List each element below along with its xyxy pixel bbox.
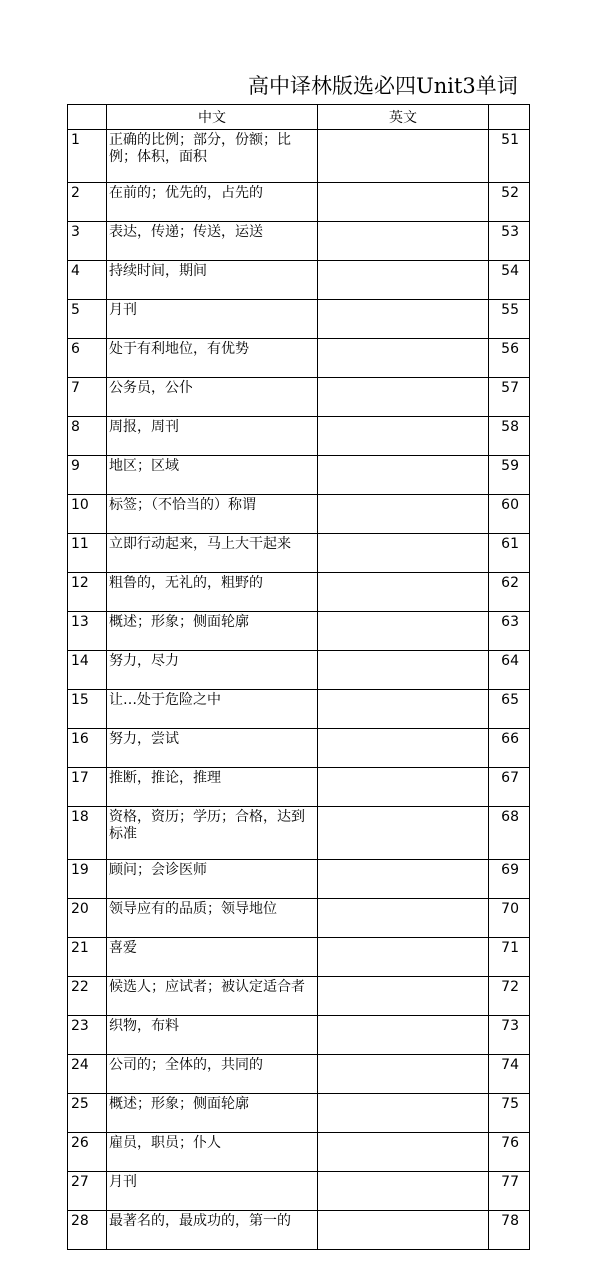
english-answer-cell[interactable] xyxy=(318,417,489,456)
chinese-meaning-cell: 公务员，公仆 xyxy=(107,378,318,417)
header-english: 英文 xyxy=(318,105,489,130)
continued-number: 74 xyxy=(489,1055,530,1094)
table-row xyxy=(68,768,530,807)
english-answer-cell[interactable] xyxy=(318,690,489,729)
row-number: 19 xyxy=(68,860,107,899)
continued-number: 72 xyxy=(489,977,530,1016)
english-answer-cell[interactable] xyxy=(318,899,489,938)
header-continued xyxy=(489,105,530,130)
english-answer-cell[interactable] xyxy=(318,339,489,378)
chinese-meaning-cell: 立即行动起来，马上大干起来 xyxy=(107,534,318,573)
english-answer-cell[interactable] xyxy=(318,495,489,534)
table-row xyxy=(68,899,530,938)
continued-number: 69 xyxy=(489,860,530,899)
table-row xyxy=(68,977,530,1016)
table-row xyxy=(68,339,530,378)
english-answer-cell[interactable] xyxy=(318,261,489,300)
row-number: 24 xyxy=(68,1055,107,1094)
chinese-meaning-cell: 顾问；会诊医师 xyxy=(107,860,318,899)
continued-number: 70 xyxy=(489,899,530,938)
row-number: 6 xyxy=(68,339,107,378)
row-number: 7 xyxy=(68,378,107,417)
english-answer-cell[interactable] xyxy=(318,1211,489,1250)
chinese-meaning-cell: 雇员，职员；仆人 xyxy=(107,1133,318,1172)
table-row xyxy=(68,534,530,573)
row-number: 18 xyxy=(68,807,107,860)
continued-number: 63 xyxy=(489,612,530,651)
row-number: 16 xyxy=(68,729,107,768)
chinese-meaning-cell: 正确的比例；部分，份额；比例；体积，面积 xyxy=(107,130,318,183)
continued-number: 56 xyxy=(489,339,530,378)
continued-number: 76 xyxy=(489,1133,530,1172)
table-row xyxy=(68,300,530,339)
chinese-meaning-cell: 努力，尽力 xyxy=(107,651,318,690)
row-number: 15 xyxy=(68,690,107,729)
row-number: 14 xyxy=(68,651,107,690)
table-header-row xyxy=(68,105,530,130)
continued-number: 71 xyxy=(489,938,530,977)
chinese-meaning-cell: 地区；区域 xyxy=(107,456,318,495)
continued-number: 53 xyxy=(489,222,530,261)
continued-number: 59 xyxy=(489,456,530,495)
row-number: 27 xyxy=(68,1172,107,1211)
chinese-meaning-cell: 持续时间，期间 xyxy=(107,261,318,300)
continued-number: 66 xyxy=(489,729,530,768)
continued-number: 58 xyxy=(489,417,530,456)
row-number: 5 xyxy=(68,300,107,339)
english-answer-cell[interactable] xyxy=(318,1172,489,1211)
english-answer-cell[interactable] xyxy=(318,651,489,690)
row-number: 9 xyxy=(68,456,107,495)
english-answer-cell[interactable] xyxy=(318,573,489,612)
header-chinese: 中文 xyxy=(107,105,318,130)
table-row xyxy=(68,456,530,495)
english-answer-cell[interactable] xyxy=(318,456,489,495)
row-number: 26 xyxy=(68,1133,107,1172)
english-answer-cell[interactable] xyxy=(318,300,489,339)
english-answer-cell[interactable] xyxy=(318,807,489,860)
table-row xyxy=(68,1094,530,1133)
english-answer-cell[interactable] xyxy=(318,1055,489,1094)
table-row xyxy=(68,222,530,261)
chinese-meaning-cell: 领导应有的品质；领导地位 xyxy=(107,899,318,938)
table-row xyxy=(68,261,530,300)
chinese-meaning-cell: 资格，资历；学历；合格，达到标准 xyxy=(107,807,318,860)
table-row xyxy=(68,1172,530,1211)
row-number: 25 xyxy=(68,1094,107,1133)
table-row xyxy=(68,938,530,977)
row-number: 22 xyxy=(68,977,107,1016)
continued-number: 75 xyxy=(489,1094,530,1133)
row-number: 2 xyxy=(68,183,107,222)
chinese-meaning-cell: 推断，推论，推理 xyxy=(107,768,318,807)
chinese-meaning-cell: 标签；（不恰当的）称谓 xyxy=(107,495,318,534)
table-row xyxy=(68,860,530,899)
table-row xyxy=(68,130,530,183)
continued-number: 73 xyxy=(489,1016,530,1055)
row-number: 10 xyxy=(68,495,107,534)
table-row xyxy=(68,495,530,534)
row-number: 28 xyxy=(68,1211,107,1250)
chinese-meaning-cell: 粗鲁的，无礼的，粗野的 xyxy=(107,573,318,612)
table-row xyxy=(68,1055,530,1094)
chinese-meaning-cell: 月刊 xyxy=(107,1172,318,1211)
english-answer-cell[interactable] xyxy=(318,378,489,417)
table-row xyxy=(68,378,530,417)
english-answer-cell[interactable] xyxy=(318,860,489,899)
continued-number: 60 xyxy=(489,495,530,534)
continued-number: 65 xyxy=(489,690,530,729)
chinese-meaning-cell: 让…处于危险之中 xyxy=(107,690,318,729)
chinese-meaning-cell: 候选人；应试者；被认定适合者 xyxy=(107,977,318,1016)
chinese-meaning-cell: 月刊 xyxy=(107,300,318,339)
row-number: 3 xyxy=(68,222,107,261)
table-row xyxy=(68,183,530,222)
continued-number: 67 xyxy=(489,768,530,807)
row-number: 4 xyxy=(68,261,107,300)
table-row xyxy=(68,807,530,860)
chinese-meaning-cell: 周报，周刊 xyxy=(107,417,318,456)
table-row xyxy=(68,1016,530,1055)
table-row xyxy=(68,417,530,456)
table-row xyxy=(68,729,530,768)
table-row xyxy=(68,651,530,690)
english-answer-cell[interactable] xyxy=(318,1094,489,1133)
page-title: 高中译林版选必四Unit3单词 xyxy=(248,74,518,98)
chinese-meaning-cell: 最著名的，最成功的，第一的 xyxy=(107,1211,318,1250)
row-number: 21 xyxy=(68,938,107,977)
chinese-meaning-cell: 概述；形象；侧面轮廓 xyxy=(107,1094,318,1133)
english-answer-cell[interactable] xyxy=(318,938,489,977)
continued-number: 68 xyxy=(489,807,530,860)
continued-number: 55 xyxy=(489,300,530,339)
header-number xyxy=(68,105,107,130)
table-row xyxy=(68,573,530,612)
vocabulary-sheet xyxy=(67,104,529,1250)
chinese-meaning-cell: 喜爱 xyxy=(107,938,318,977)
english-answer-cell[interactable] xyxy=(318,1133,489,1172)
chinese-meaning-cell: 处于有利地位，有优势 xyxy=(107,339,318,378)
continued-number: 78 xyxy=(489,1211,530,1250)
row-number: 1 xyxy=(68,130,107,183)
continued-number: 54 xyxy=(489,261,530,300)
continued-number: 64 xyxy=(489,651,530,690)
english-answer-cell[interactable] xyxy=(318,183,489,222)
row-number: 12 xyxy=(68,573,107,612)
chinese-meaning-cell: 公司的；全体的，共同的 xyxy=(107,1055,318,1094)
vocabulary-table xyxy=(67,104,530,1250)
continued-number: 77 xyxy=(489,1172,530,1211)
continued-number: 52 xyxy=(489,183,530,222)
english-answer-cell[interactable] xyxy=(318,222,489,261)
english-answer-cell[interactable] xyxy=(318,768,489,807)
row-number: 11 xyxy=(68,534,107,573)
continued-number: 57 xyxy=(489,378,530,417)
table-row xyxy=(68,612,530,651)
english-answer-cell[interactable] xyxy=(318,977,489,1016)
chinese-meaning-cell: 努力，尝试 xyxy=(107,729,318,768)
chinese-meaning-cell: 表达，传递；传送，运送 xyxy=(107,222,318,261)
row-number: 23 xyxy=(68,1016,107,1055)
row-number: 8 xyxy=(68,417,107,456)
continued-number: 61 xyxy=(489,534,530,573)
row-number: 20 xyxy=(68,899,107,938)
chinese-meaning-cell: 在前的；优先的，占先的 xyxy=(107,183,318,222)
table-row xyxy=(68,1211,530,1250)
row-number: 13 xyxy=(68,612,107,651)
english-answer-cell[interactable] xyxy=(318,612,489,651)
english-answer-cell[interactable] xyxy=(318,130,489,183)
table-row xyxy=(68,1133,530,1172)
english-answer-cell[interactable] xyxy=(318,729,489,768)
chinese-meaning-cell: 概述；形象；侧面轮廓 xyxy=(107,612,318,651)
continued-number: 62 xyxy=(489,573,530,612)
continued-number: 51 xyxy=(489,130,530,183)
chinese-meaning-cell: 织物，布料 xyxy=(107,1016,318,1055)
english-answer-cell[interactable] xyxy=(318,1016,489,1055)
row-number: 17 xyxy=(68,768,107,807)
english-answer-cell[interactable] xyxy=(318,534,489,573)
table-row xyxy=(68,690,530,729)
